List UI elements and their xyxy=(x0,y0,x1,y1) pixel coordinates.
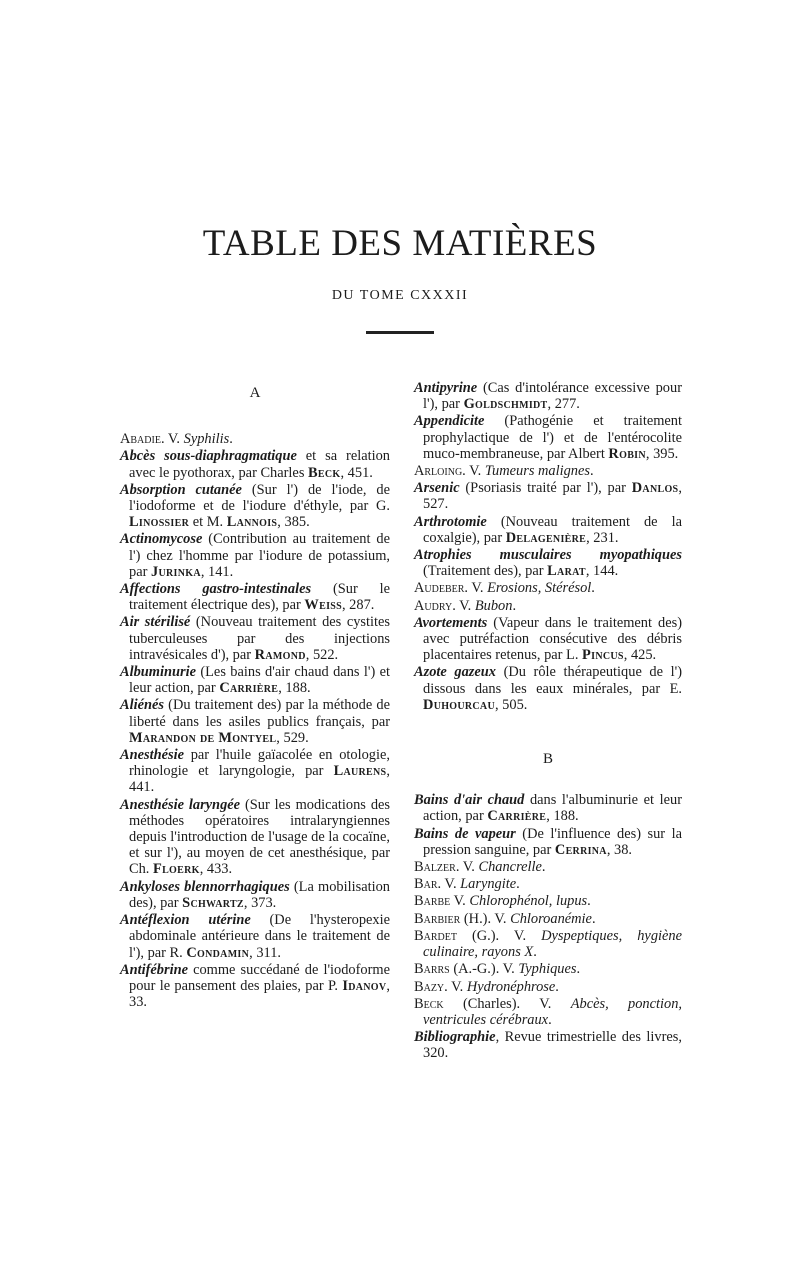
index-entry: Antifébrine comme succédané de l'iodoforme pour le pansement des plaies, par P. Idanov, 33. xyxy=(120,961,390,1011)
index-entry: Air stérilisé (Nouveau traitement des cystites tuberculeuses par des injections intravésicales d'), par Ramond, 522. xyxy=(120,614,390,663)
index-entry: Arthrotomie (Nouveau traitement de la coxalgie), par Delagenière, 231. xyxy=(414,513,682,546)
index-entry: Absorption cutanée (Sur l') de l'iode, de l'iodoforme et de l'iodure d'éthyle, par G. Linossier et M. Lannois, 385. xyxy=(120,481,390,531)
index-column-right xyxy=(414,380,682,1063)
index-entry: Bains de vapeur (De l'influence des) sur la pression sanguine, par Cerrina, 38. xyxy=(414,825,682,858)
index-entry: Affections gastro-intestinales (Sur le traitement électrique des), par Weiss, 287. xyxy=(120,581,390,614)
entry-list-b xyxy=(414,792,682,1061)
index-entry: Antipyrine (Cas d'intolérance excessive pour l'), par Goldschmidt, 277. xyxy=(414,380,682,413)
index-entry: Audry. V. Bubon. xyxy=(414,597,517,614)
entry-list-a-right xyxy=(414,380,682,713)
section-letter-b: B xyxy=(542,751,553,768)
page-title: TABLE DES MATIÈRES xyxy=(202,223,598,264)
index-entry: Appendicite (Pathogénie et traitement prophylactique de l') et de l'entérocolite muco-membraneuse, par Albert Robin, 395. xyxy=(414,413,682,462)
index-entry: Aliénés (Du traitement des) par la méthode de liberté dans les asiles publics français, par Marandon de Montyel, 529. xyxy=(120,697,390,746)
index-entry: Bains d'air chaud dans l'albuminurie et leur action, par Carrière, 188. xyxy=(414,792,682,825)
index-entry: Arloing. V. Tumeurs malignes. xyxy=(414,463,594,480)
index-entry: Barbier (H.). V. Chloroanémie. xyxy=(414,910,596,927)
volume-subtitle: DU TOME CXXXII xyxy=(331,288,469,303)
index-entry: Anesthésie par l'huile gaïacolée en otologie, rhinologie et laryngologie, par Laurens, 441. xyxy=(120,747,390,796)
index-column-left xyxy=(120,380,390,1011)
index-entry: Beck (Charles). V. Abcès, ponction, ventricules cérébraux. xyxy=(414,995,682,1028)
title-rule xyxy=(366,331,434,334)
entry-list-a-left xyxy=(120,431,390,1010)
index-entry: Atrophies musculaires myopathiques (Traitement des), par Larat, 144. xyxy=(414,547,682,580)
index-entry: Bazy. V. Hydronéphrose. xyxy=(414,978,559,995)
index-entry: Bibliographie, Revue trimestrielle des livres, 320. xyxy=(414,1029,682,1062)
index-entry: Barrs (A.-G.). V. Typhiques. xyxy=(414,961,581,978)
index-entry: Barbe V. Chlorophénol, lupus. xyxy=(414,893,591,910)
index-entry: Ankyloses blennorrhagiques (La mobilisation des), par Schwartz, 373. xyxy=(120,878,390,911)
index-entry: Actinomycose (Contribution au traitement de l') chez l'homme par l'iodure de potassium, par Jurinka, 141. xyxy=(120,531,390,580)
index-entry: Anesthésie laryngée (Sur les modications des méthodes opératoires intralaryngiennes depuis l'introduction de l'usage de la cocaïne, et sur l'), au moyen de cet anesthésique, par Ch. Floerk, 433. xyxy=(120,796,391,878)
index-entry: Antéflexion utérine (De l'hysteropexie abdominale antérieure dans le traitement de l'), par R. Condamin, 311. xyxy=(120,912,390,961)
index-entry: Audeber. V. Erosions, Stérésol. xyxy=(414,580,595,597)
index-entry: Balzer. V. Chancrelle. xyxy=(414,859,546,876)
index-entry: Avortements (Vapeur dans le traitement des) avec putréfaction consécutive des débris placentaires retenus, par L. Pincus, 425. xyxy=(414,614,682,664)
index-entry: Abcès sous-diaphragmatique et sa relation avec le pyothorax, par Charles Beck, 451. xyxy=(120,448,390,481)
index-entry: Albuminurie (Les bains d'air chaud dans l') et leur action, par Carrière, 188. xyxy=(120,664,390,697)
section-letter-a: A xyxy=(249,385,261,401)
index-entry: Azote gazeux (Du rôle thérapeutique de l') dissous dans les eaux minérales, par E. Duhourcau, 505. xyxy=(414,664,682,713)
index-entry: Abadie. V. Syphilis. xyxy=(120,431,233,448)
index-entry: Bar. V. Laryngite. xyxy=(414,876,520,893)
index-entry: Bardet (G.). V. Dyspeptiques, hygiène culinaire, rayons X. xyxy=(414,927,682,961)
index-entry: Arsenic (Psoriasis traité par l'), par Danlos, 527. xyxy=(414,480,682,513)
